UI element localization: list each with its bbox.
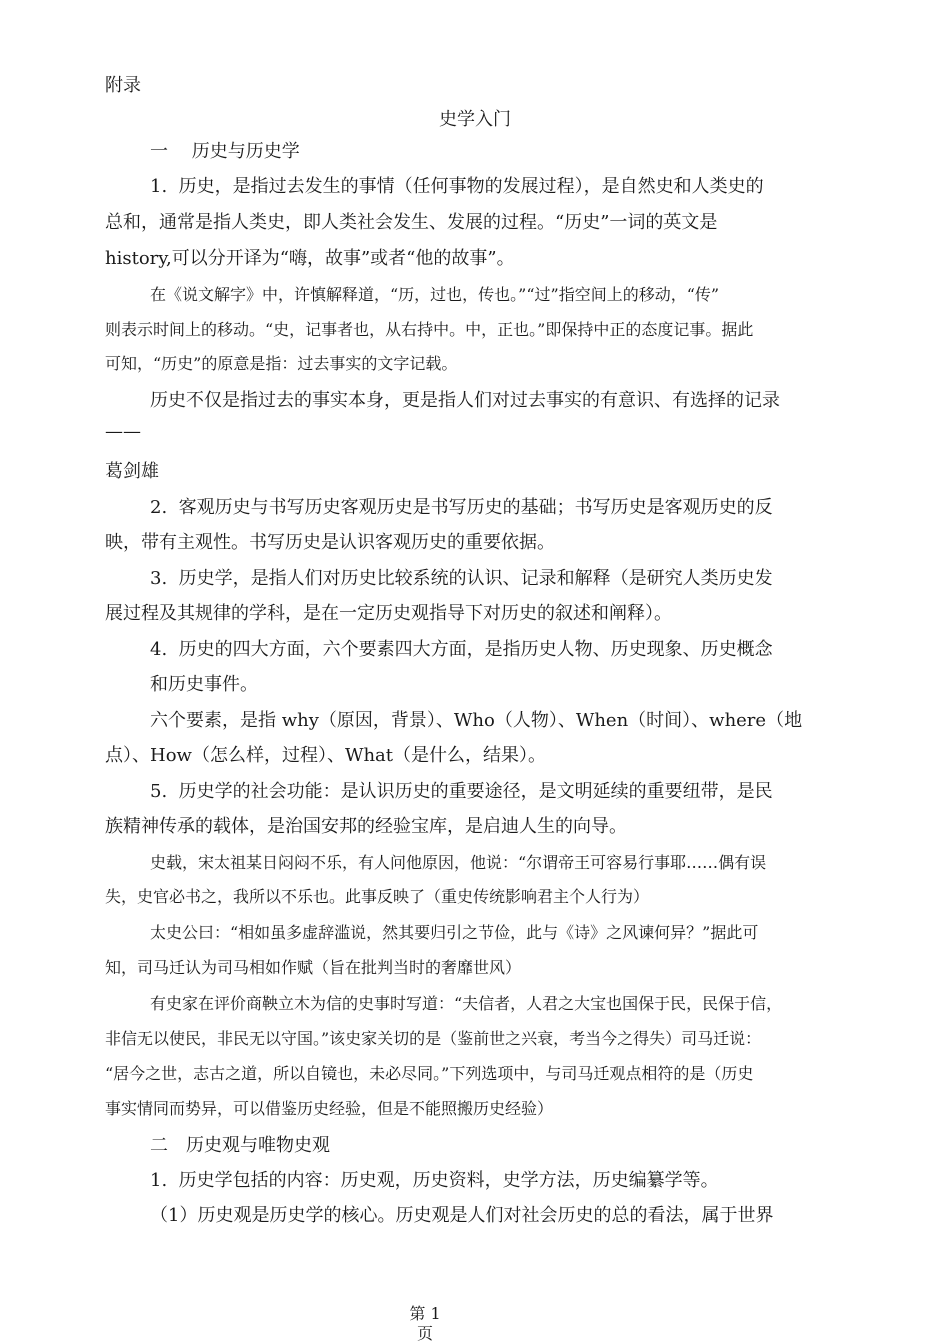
example-line: 失，史官必书之，我所以不乐也。此事反映了（重史传统影响君主个人行为） <box>105 887 650 906</box>
paragraph-line: 展过程及其规律的学科，是在一定历史观指导下对历史的叙述和阐释）。 <box>105 603 672 624</box>
paragraph-line: 总和，通常是指人类史，即人类社会发生、发展的过程。“历史”一词的英文是 <box>105 212 718 233</box>
paragraph-line: （1）历史观是历史学的核心。历史观是人们对社会历史的总的看法，属于世界 <box>150 1205 774 1226</box>
author-name: 葛剑雄 <box>105 461 159 482</box>
example-line: 有史家在评价商鞅立木为信的史事时写道：“夫信者，人君之大宝也国保于民，民保于信， <box>150 994 783 1013</box>
paragraph-line: 1. 历史，是指过去发生的事情（任何事物的发展过程），是自然史和人类史的 <box>150 176 764 197</box>
paragraph-line: 2. 客观历史与书写历史客观历史是书写历史的基础；书写历史是客观历史的反 <box>150 497 773 518</box>
quote-line: 在《说文解字》中，许慎解释道，“历，过也，传也。”“过”指空间上的移动，“传” <box>150 285 720 304</box>
example-line: 事实情同而势异，可以借鉴历史经验，但是不能照搬历史经验） <box>105 1099 554 1118</box>
quote-line: 则表示时间上的移动。“史，记事者也，从右持中。中，正也。”即保持中正的态度记事。据此 <box>105 320 754 339</box>
example-line: 史载，宋太祖某日闷闷不乐，有人问他原因，他说：“尔谓帝王可容易行事耶……偶有误 <box>150 853 767 872</box>
paragraph-line: 4. 历史的四大方面，六个要素四大方面，是指历史人物、历史现象、历史概念 <box>150 639 773 660</box>
example-line: 非信无以使民，非民无以守国。”该史家关切的是（鉴前世之兴衰，考当今之得失）司马迁说： <box>105 1029 762 1048</box>
page-number <box>405 1304 445 1344</box>
quote-line: 可知，“历史”的原意是指：过去事实的文字记载。 <box>105 354 458 373</box>
page-number-line1: 第 1 <box>409 1304 441 1323</box>
example-line: 太史公曰：“相如虽多虚辞滥说，然其要归引之节俭，此与《诗》之风谏何异？”据此可 <box>150 923 759 942</box>
section-heading-2: 二 历史观与唯物史观 <box>150 1135 330 1156</box>
section-heading-1: 一 历史与历史学 <box>150 141 300 162</box>
paragraph-line: 1. 历史学包括的内容：历史观，历史资料，史学方法，历史编纂学等。 <box>150 1170 719 1191</box>
appendix-label: 附录 <box>105 75 141 96</box>
paragraph-line: 族精神传承的载体，是治国安邦的经验宝库，是启迪人生的向导。 <box>105 816 627 837</box>
paragraph-line: 六个要素，是指 why（原因，背景）、Who（人物）、When（时间）、where（地 <box>150 710 803 731</box>
page-number-line2: 页 <box>416 1324 433 1343</box>
paragraph-line: history,可以分开译为“嗨，故事”或者“他的故事”。 <box>105 248 515 269</box>
paragraph-line: 点）、How（怎么样，过程）、What（是什么，结果）。 <box>105 745 546 766</box>
dash-line: —— <box>105 421 141 442</box>
example-line: 知，司马迁认为司马相如作赋（旨在批判当时的奢靡世风） <box>105 958 522 977</box>
paragraph-line: 5. 历史学的社会功能：是认识历史的重要途径，是文明延续的重要纽带，是民 <box>150 781 773 802</box>
document-title: 史学入门 <box>439 109 511 130</box>
paragraph-line: 和历史事件。 <box>150 674 258 695</box>
paragraph-line: 映，带有主观性。书写历史是认识客观历史的重要依据。 <box>105 532 555 553</box>
example-line: “居今之世，志古之道，所以自镜也，未必尽同。”下列选项中，与司马迁观点相符的是（历史 <box>105 1064 754 1083</box>
paragraph-line: 3. 历史学，是指人们对历史比较系统的认识、记录和解释（是研究人类历史发 <box>150 568 773 589</box>
paragraph-line: 历史不仅是指过去的事实本身，更是指人们对过去事实的有意识、有选择的记录 <box>150 390 780 411</box>
